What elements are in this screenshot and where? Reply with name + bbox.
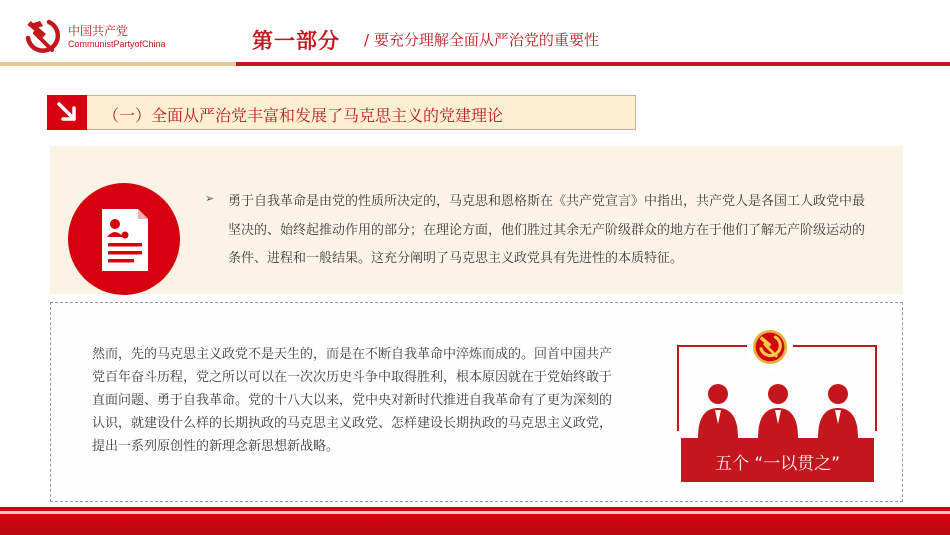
label-text: 五个 “一以贯之” <box>714 454 841 474</box>
part-subtitle: / 要充分理解全面从严治党的重要性 <box>364 31 599 49</box>
brand-name-cn: 中国共产党 <box>68 24 129 38</box>
brand-name-en: CommunistPartyofChina <box>68 39 166 49</box>
header-divider-gold <box>0 62 236 66</box>
party-emblem-icon <box>22 16 62 56</box>
document-user-icon <box>68 183 180 295</box>
bullet-icon: ➢ <box>205 192 215 205</box>
paragraph-2: 然而，先的马克思主义政党不是天生的，而是在不断自我革命中淬炼而成的。回首中国共产党百年奋斗历程，党之所以可以在一次次历史斗争中取得胜利，根本原因就在于党始终敢于直面问题、勇于自我革命。党的十八大以来，党中央对新时代推进自我革命有了更为深刻的认识，就建设什么样的长期执政的马克思主义政党、怎样建设长期执政的马克思主义政党，提出一系列原创性的新理念新思想新战略。 <box>92 347 613 454</box>
header-divider-red <box>236 62 950 66</box>
part-title: 第一部分 <box>252 29 340 53</box>
arrow-down-right-icon <box>47 95 87 130</box>
section-heading: （一）全面从严治党丰富和发展了马克思主义的党建理论 <box>103 106 504 125</box>
paragraph-1: 勇于自我革命是由党的性质所决定的，马克思和恩格斯在《共产党宣言》中指出，共产党人是各国工人政党中最坚决的、始终起推动作用的部分；在理论方面，他们胜过其余无产阶级群众的地方在于他们了解无产阶级运动的条件、进程和一般结果。这充分阐明了马克思主义政党具有先进性的本质特征。 <box>228 194 866 266</box>
people-icon <box>688 380 868 440</box>
party-emblem-icon <box>752 329 788 365</box>
footer-bar <box>0 514 950 535</box>
